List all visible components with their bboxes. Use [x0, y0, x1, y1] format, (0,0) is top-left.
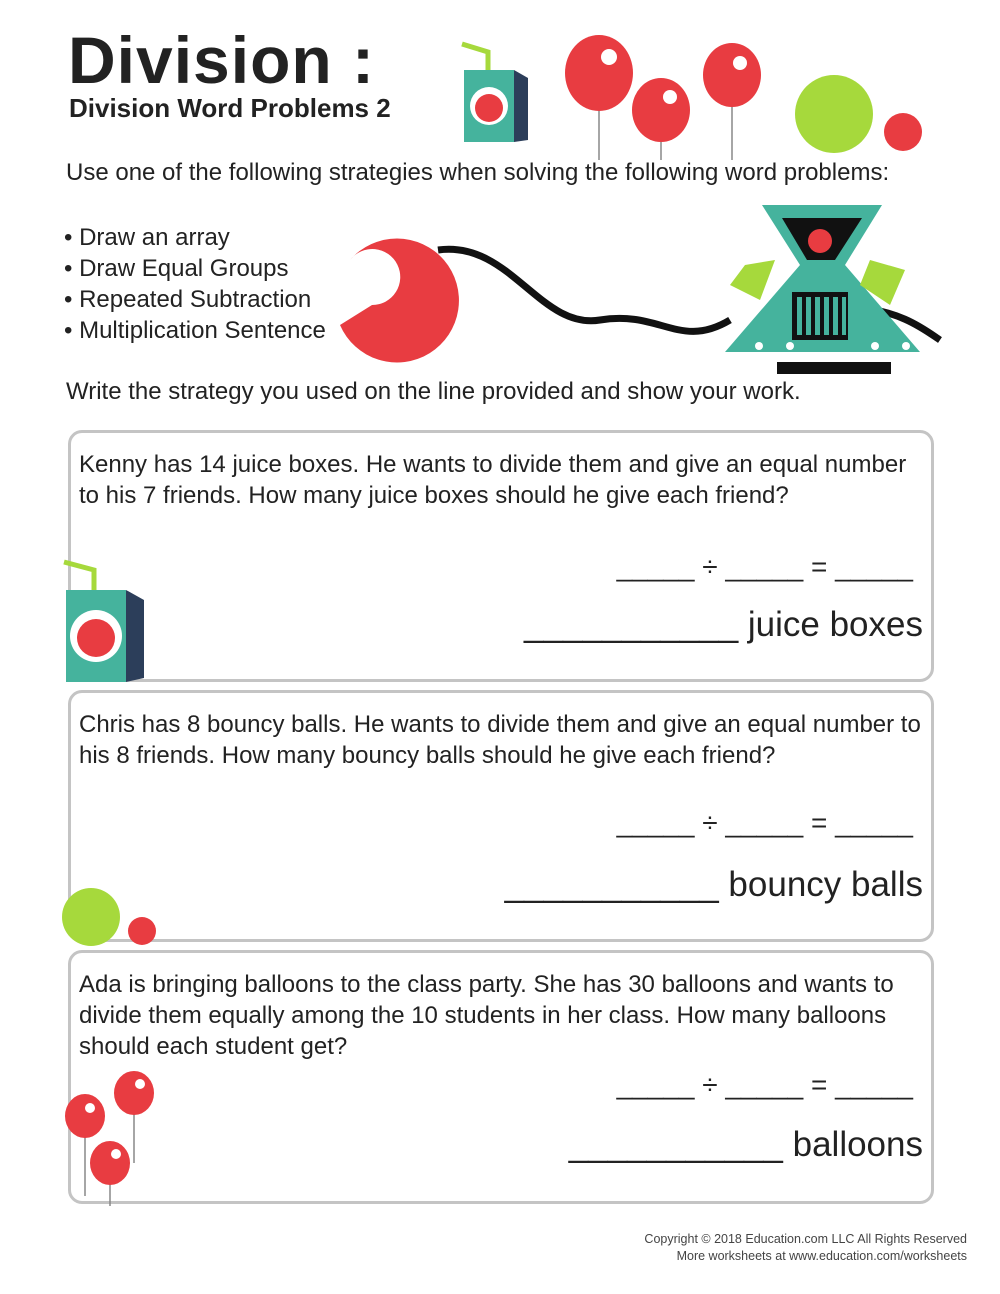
juice-box-icon	[62, 558, 147, 683]
problem-text: Ada is bringing balloons to the class party. She has 30 balloons and wants to divide them equally among the 10 students in her class. How many balloons should each student get?	[79, 971, 894, 1060]
strategy-list	[64, 222, 326, 346]
answer-blank[interactable]: ___________ juice boxes	[524, 605, 923, 644]
write-instruction: Write the strategy you used on the line provided and show your work.	[66, 378, 801, 405]
strategy-item: • Multiplication Sentence	[64, 317, 326, 344]
page-subtitle: Division Word Problems 2	[69, 93, 391, 123]
balloons-icon	[560, 35, 770, 165]
problem-text: Kenny has 14 juice boxes. He wants to divide them and give an equal number to his 7 friends. How many juice boxes should he give each friend?	[79, 451, 907, 509]
answer-blank[interactable]: ___________ balloons	[568, 1125, 923, 1164]
strategy-item: • Draw an array	[64, 224, 230, 251]
strategy-item: • Repeated Subtraction	[64, 286, 312, 313]
dots-icon	[62, 888, 162, 948]
page-title: Division :	[68, 23, 376, 97]
problem-card-2	[68, 690, 934, 942]
strategy-item: • Draw Equal Groups	[64, 255, 289, 282]
robot-icon	[310, 200, 950, 380]
dots-icon	[795, 75, 925, 155]
equation-blanks[interactable]: _____ ÷ _____ = _____	[616, 551, 913, 582]
problem-card-3	[68, 950, 934, 1204]
equation-blanks[interactable]: _____ ÷ _____ = _____	[616, 807, 913, 838]
copyright-text: Copyright © 2018 Education.com LLC All Rights Reserved	[644, 1232, 967, 1246]
problem-card-1	[68, 430, 934, 682]
footer	[644, 1231, 967, 1265]
more-worksheets-link[interactable]: More worksheets at www.education.com/worksheets	[676, 1249, 967, 1263]
juice-box-icon	[460, 40, 530, 145]
balloons-icon	[64, 1068, 159, 1208]
answer-blank[interactable]: ___________ bouncy balls	[504, 865, 923, 904]
intro-text: Use one of the following strategies when solving the following word problems:	[66, 159, 890, 186]
equation-blanks[interactable]: _____ ÷ _____ = _____	[616, 1069, 913, 1100]
problem-text: Chris has 8 bouncy balls. He wants to divide them and give an equal number to his 8 friends. How many bouncy balls should he give each friend?	[79, 711, 921, 769]
